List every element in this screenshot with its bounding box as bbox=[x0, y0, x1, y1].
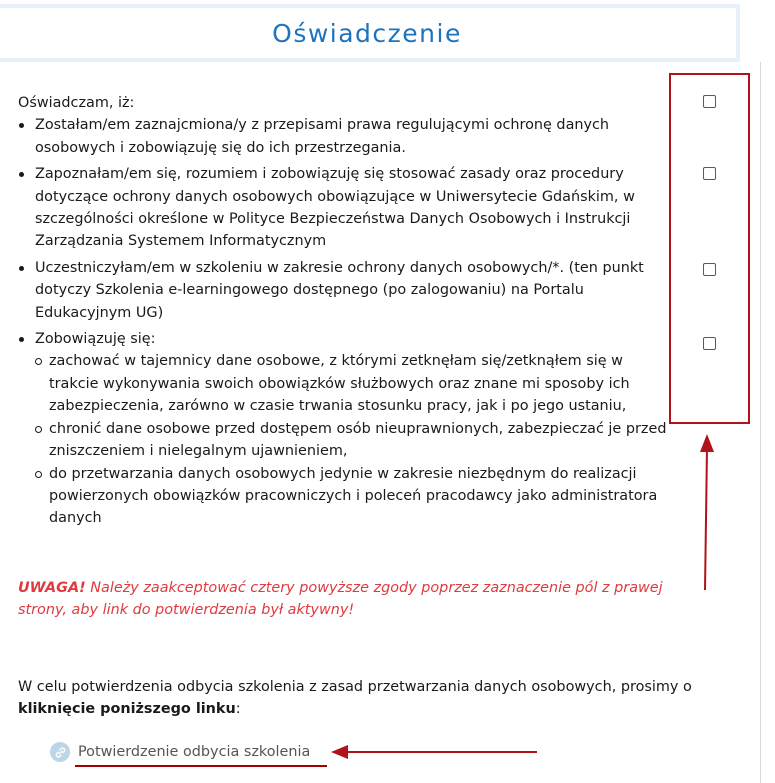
statement-item-3: Uczestniczyłam/em w szkoleniu w zakresie ochrony danych osobowych/*. (ten punkt dotyczy Szkolenia e-learningowego dostępnego (po zalogowaniu) na Portalu Edukacyjnym UG) bbox=[18, 257, 670, 324]
title-box bbox=[0, 4, 740, 62]
warning-lead: UWAGA! bbox=[18, 580, 86, 596]
statement-content bbox=[18, 92, 670, 534]
confirmation-bold: kliknięcie poniższego linku bbox=[18, 701, 236, 718]
warning-text: Należy zaakceptować cztery powyższe zgody poprzez zaznaczenie pól z prawej strony, aby link do potwierdzenia był aktywny! bbox=[18, 580, 663, 619]
confirmation-instructions bbox=[18, 676, 698, 721]
confirmation-link-label[interactable]: Potwierdzenie odbycia szkolenia bbox=[78, 744, 311, 760]
obligation-item-2: chronić dane osobowe przed dostępem osób nieuprawnionych, zabezpieczać je przed zniszczeniem i nielegalnym ujawnieniem, bbox=[35, 418, 670, 463]
chain-link-icon bbox=[54, 746, 67, 759]
statement-item-1: Zostałam/em zaznajcmiona/y z przepisami prawa regulującymi ochronę danych osobowych i zobowiązuję się do ich przestrzegania. bbox=[18, 114, 670, 159]
confirmation-text: W celu potwierdzenia odbycia szkolenia z zasad przetwarzania danych osobowych, prosimy o bbox=[18, 679, 692, 695]
page-title: Oświadczenie bbox=[272, 18, 462, 48]
checkbox-arrow-head bbox=[700, 434, 714, 452]
right-divider bbox=[760, 62, 761, 783]
statement-item-4-label: Zobowiązuję się: bbox=[35, 331, 156, 348]
confirmation-link[interactable] bbox=[50, 742, 310, 762]
link-arrow-head bbox=[331, 745, 348, 759]
consent-checkbox-1[interactable] bbox=[703, 95, 716, 108]
obligation-item-1: zachować w tajemnicy dane osobowe, z którymi zetknęłam się/zetknąłem się w trakcie wykonywania swoich obowiązków służbowych oraz znane mi sposoby ich zabezpieczenia, zarówno w czasie trwania stosunku pracy, jak i po jego ustaniu, bbox=[35, 350, 670, 417]
warning-message bbox=[18, 577, 698, 622]
statement-item-4 bbox=[18, 328, 670, 530]
link-annotation-underline bbox=[75, 765, 327, 767]
checkbox-highlight-box bbox=[669, 73, 750, 424]
consent-checkbox-4[interactable] bbox=[703, 337, 716, 350]
obligation-item-3: do przetwarzania danych osobowych jedynie w zakresie niezbędnym do realizacji powierzonych obowiązków pracowniczych i poleceń pracodawcy jako administratora danych bbox=[35, 463, 670, 530]
obligations-list bbox=[35, 350, 670, 529]
consent-checkbox-2[interactable] bbox=[703, 167, 716, 180]
intro-text: Oświadczam, iż: bbox=[18, 95, 135, 111]
consent-checkbox-3[interactable] bbox=[703, 263, 716, 276]
link-icon bbox=[50, 742, 70, 762]
statement-item-2: Zapoznałam/em się, rozumiem i zobowiązuję się stosować zasady oraz procedury dotyczące ochrony danych osobowych obowiązujące w Uniwersytecie Gdańskim, w szczególności określone w Polityce Bezpieczeństwa Danych Osobowych i Instrukcji Zarządzania Systemem Informatycznym bbox=[18, 163, 670, 253]
checkbox-arrow-shaft bbox=[705, 448, 707, 590]
statement-list bbox=[18, 114, 670, 529]
confirmation-after: : bbox=[235, 701, 241, 718]
